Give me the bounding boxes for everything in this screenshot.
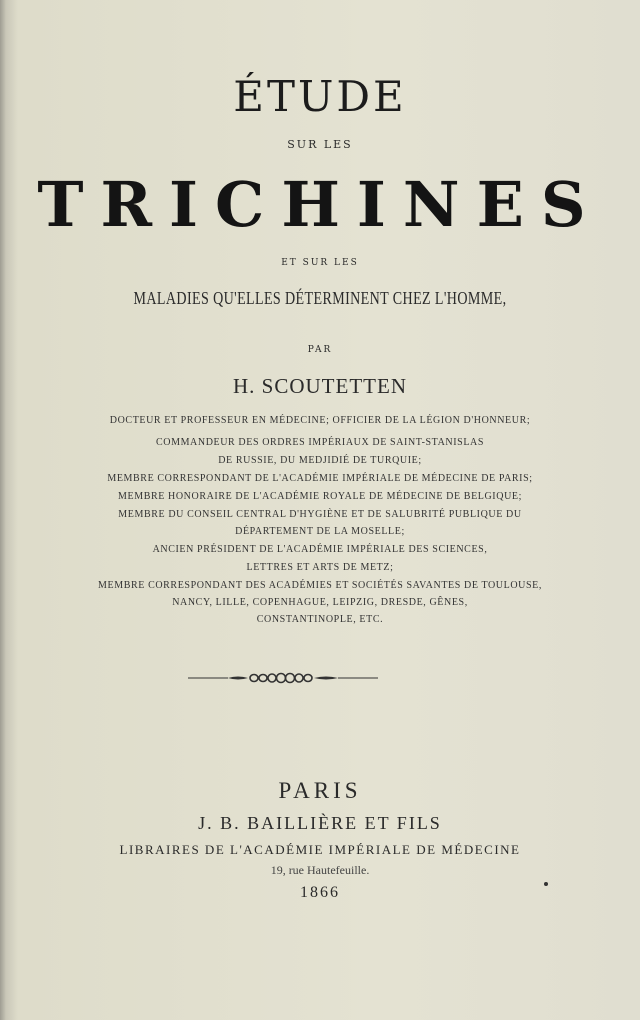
- credential-line: DE RUSSIE, DU MEDJIDIÉ DE TURQUIE;: [218, 455, 422, 466]
- ornament-divider: [188, 670, 378, 686]
- imprint-address: 19, rue Hautefeuille.: [270, 863, 370, 877]
- title-connector-2: ET SUR LES: [281, 258, 359, 268]
- credential-line: ANCIEN PRÉSIDENT DE L'ACADÉMIE IMPÉRIALE DES SCIENCES,: [152, 544, 488, 555]
- credential-line: MEMBRE CORRESPONDANT DE L'ACADÉMIE IMPÉRIALE DE MÉDECINE DE PARIS;: [107, 473, 533, 484]
- credential-line: CONSTANTINOPLE, ETC.: [256, 614, 384, 625]
- imprint-city: PARIS: [278, 778, 362, 803]
- credential-line: NANCY, LILLE, COPENHAGUE, LEIPZIG, DRESDE, GÊNES,: [172, 597, 468, 608]
- credential-line: MEMBRE HONORAIRE DE L'ACADÉMIE ROYALE DE MÉDECINE DE BELGIQUE;: [118, 491, 522, 502]
- credential-line: DÉPARTEMENT DE LA MOSELLE;: [235, 526, 405, 537]
- imprint-publisher: J. B. BAILLIÈRE ET FILS: [198, 813, 442, 833]
- author-name: H. SCOUTETTEN: [233, 374, 407, 398]
- imprint-year: 1866: [300, 884, 340, 901]
- title-line-2: TRICHINES: [37, 168, 603, 241]
- title-connector-1: SUR LES: [287, 138, 353, 151]
- credential-line: MEMBRE DU CONSEIL CENTRAL D'HYGIÈNE ET DE SALUBRITÉ PUBLIQUE DU: [118, 509, 522, 520]
- title-line-1: ÉTUDE: [233, 72, 407, 121]
- subtitle: MALADIES QU'ELLES DÉTERMINENT CHEZ L'HOMME,: [133, 288, 507, 308]
- ink-speck: [544, 882, 548, 886]
- credential-line: COMMANDEUR DES ORDRES IMPÉRIAUX DE SAINT-STANISLAS: [155, 437, 485, 448]
- imprint-publisher-desc: LIBRAIRES DE L'ACADÉMIE IMPÉRIALE DE MÉDECINE: [119, 842, 521, 857]
- credential-line: LETTRES ET ARTS DE METZ;: [246, 562, 394, 573]
- author-by: PAR: [307, 345, 333, 355]
- credential-line: DOCTEUR ET PROFESSEUR EN MÉDECINE; OFFICIER DE LA LÉGION D'HONNEUR;: [109, 415, 531, 426]
- credential-line: MEMBRE CORRESPONDANT DES ACADÉMIES ET SOCIÉTÉS SAVANTES DE TOULOUSE,: [98, 580, 542, 591]
